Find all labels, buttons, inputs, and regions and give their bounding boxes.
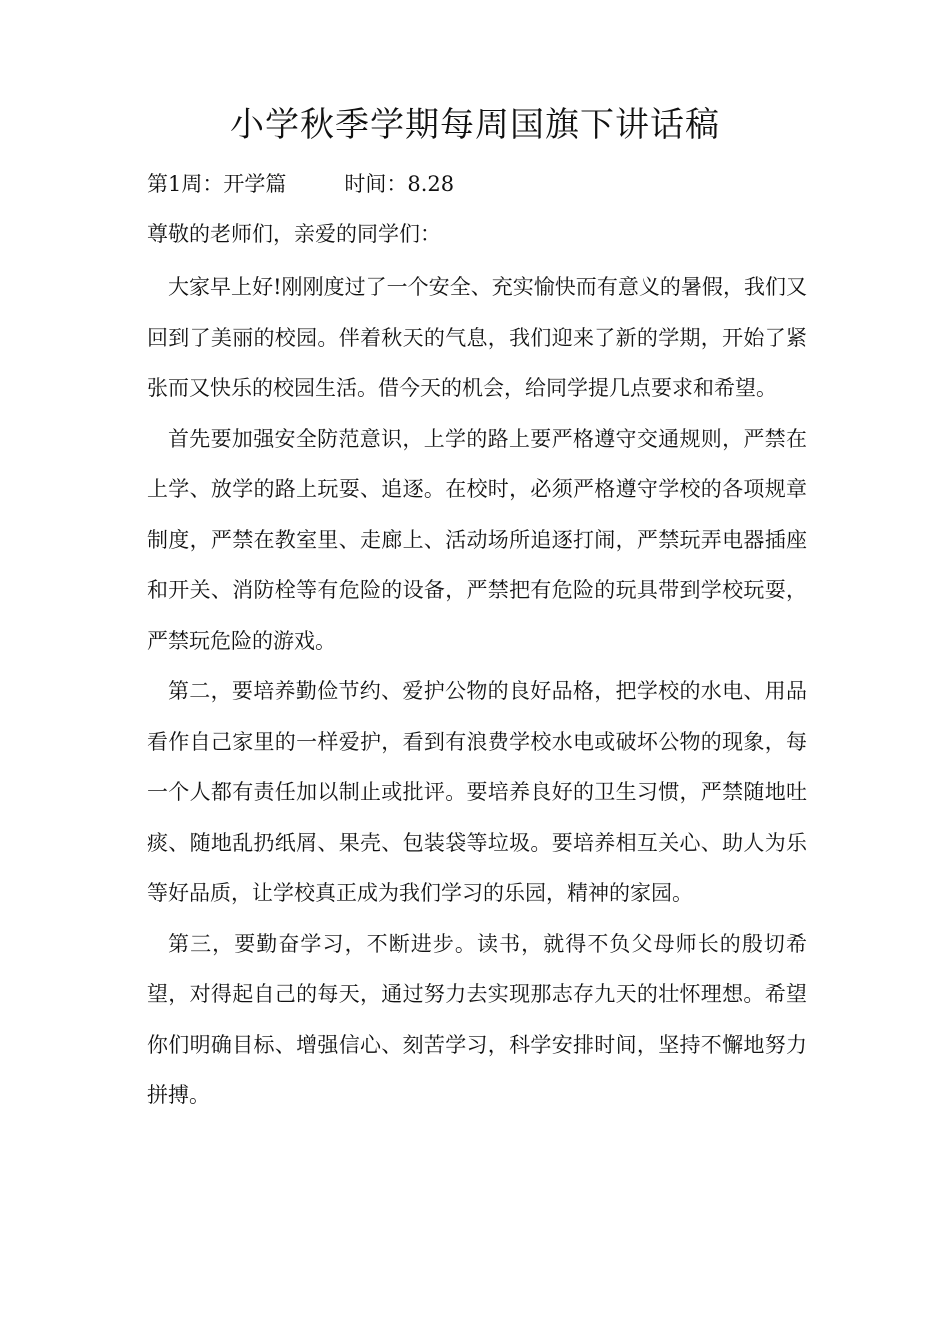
greeting: 尊敬的老师们，亲爱的同学们：	[147, 222, 441, 246]
week-time-line	[147, 166, 454, 202]
paragraph-4: 第三，要勤奋学习，不断进步。读书，就得不负父母师长的殷切希望，对得起自己的每天，通过努力去实现那志存九天的壮怀理想。希望你们明确目标、增强信心、刻苦学习，科学安排时间，坚持不懈地努力拼搏。	[147, 931, 807, 1107]
paragraph-3: 第二，要培养勤俭节约、爱护公物的良好品格，把学校的水电、用品看作自己家里的一样爱护，看到有浪费学校水电或破坏公物的现象，每一个人都有责任加以制止或批评。要培养良好的卫生习惯，严禁随地吐痰、随地乱扔纸屑、果壳、包装袋等垃圾。要培养相互关心、助人为乐等好品质，让学校真正成为我们学习的乐园，精神的家园。	[147, 679, 807, 905]
time-label: 时间：8.28	[344, 172, 455, 196]
document-title: 小学秋季学期每周国旗下讲话稿	[230, 105, 720, 145]
speech-body	[147, 262, 807, 1121]
paragraph-1: 大家早上好!刚刚度过了一个安全、充实愉快而有意义的暑假，我们又回到了美丽的校园。伴着秋天的气息，我们迎来了新的学期，开始了紧张而又快乐的校园生活。借今天的机会，给同学提几点要求和希望。	[147, 275, 807, 400]
paragraph-2: 首先要加强安全防范意识，上学的路上要严格遵守交通规则，严禁在上学、放学的路上玩耍、追逐。在校时，必须严格遵守学校的各项规章制度，严禁在教室里、走廊上、活动场所追逐打闹，严禁玩弄电器插座和开关、消防栓等有危险的设备，严禁把有危险的玩具带到学校玩耍，严禁玩危险的游戏。	[147, 426, 807, 653]
week-label: 第1周：开学篇	[147, 172, 287, 196]
